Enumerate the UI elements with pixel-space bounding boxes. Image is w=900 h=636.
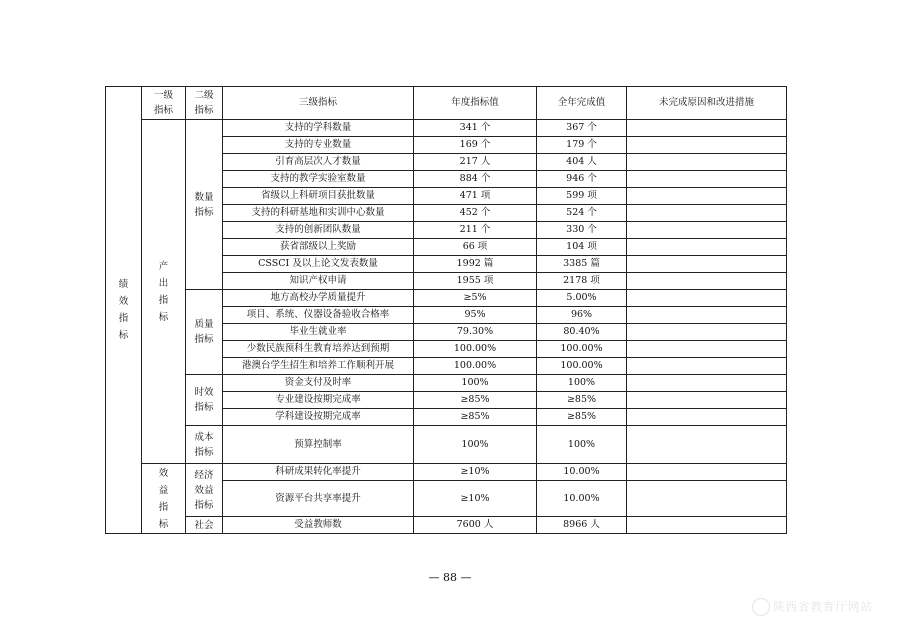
table-row-name: 科研成果转化率提升	[223, 464, 414, 481]
table-row-note	[627, 137, 787, 154]
table-row-target: 100.00%	[414, 358, 537, 375]
table-row-target: 169 个	[414, 137, 537, 154]
table-row-target: 66 项	[414, 239, 537, 256]
group-benefit-label: 效益指标	[158, 467, 169, 530]
table-row-name: 受益教师数	[223, 517, 414, 534]
table-row-target: 471 项	[414, 188, 537, 205]
table-row-target: 217 人	[414, 154, 537, 171]
table-row-actual: 10.00%	[537, 481, 627, 517]
root-label-cell	[106, 87, 142, 534]
header-third-level: 三级指标	[223, 87, 414, 120]
table-row-name: 学科建设按期完成率	[223, 409, 414, 426]
table-row-name: CSSCI 及以上论文发表数量	[223, 256, 414, 273]
table-row-name: 省级以上科研项目获批数量	[223, 188, 414, 205]
table-row-target: ≥85%	[414, 409, 537, 426]
table-row-target: 100%	[414, 426, 537, 464]
subgroup-cost-cell: 成本指标	[186, 426, 223, 464]
table-row-actual: 599 项	[537, 188, 627, 205]
table-row-note	[627, 307, 787, 324]
subgroup-timeliness-cell: 时效指标	[186, 375, 223, 426]
table-row-target: 452 个	[414, 205, 537, 222]
table-row-actual: ≥85%	[537, 409, 627, 426]
table-row-actual: 330 个	[537, 222, 627, 239]
table-row-note	[627, 409, 787, 426]
table-row-note	[627, 375, 787, 392]
header-reason-measures: 未完成原因和改进措施	[627, 87, 787, 120]
table-row-note	[627, 205, 787, 222]
table-row-name: 支持的教学实验室数量	[223, 171, 414, 188]
table-row-note	[627, 341, 787, 358]
table-row-note	[627, 222, 787, 239]
table-row-actual: ≥85%	[537, 392, 627, 409]
table-row-actual: 3385 篇	[537, 256, 627, 273]
table-row-actual: 10.00%	[537, 464, 627, 481]
table-row-actual: 100%	[537, 426, 627, 464]
watermark-text: 陕西省教育厅网站	[773, 599, 873, 614]
table-row-target: ≥85%	[414, 392, 537, 409]
watermark	[752, 598, 897, 620]
table-row-name: 项目、系统、仪器设备验收合格率	[223, 307, 414, 324]
table-row-note	[627, 517, 787, 534]
table-row-actual: 524 个	[537, 205, 627, 222]
table-row-actual: 8966 人	[537, 517, 627, 534]
table-row-name: 知识产权申请	[223, 273, 414, 290]
table-row-actual: 404 人	[537, 154, 627, 171]
table-row-actual: 367 个	[537, 120, 627, 137]
table-row-name: 港澳台学生招生和培养工作顺利开展	[223, 358, 414, 375]
table-row-note	[627, 290, 787, 307]
header-first-level: 一级指标	[142, 87, 186, 120]
table-row-note	[627, 464, 787, 481]
table-row-note	[627, 358, 787, 375]
table-row-note	[627, 120, 787, 137]
table-row-name: 获省部级以上奖励	[223, 239, 414, 256]
table-row-note	[627, 324, 787, 341]
table-row-actual: 179 个	[537, 137, 627, 154]
table-row-note	[627, 154, 787, 171]
table-row-target: 79.30%	[414, 324, 537, 341]
group-output-cell	[142, 120, 186, 464]
table-row-target: 100.00%	[414, 341, 537, 358]
subgroup-quality-cell: 质量指标	[186, 290, 223, 375]
page-number: — 88 —	[428, 571, 472, 584]
table-row-actual: 2178 项	[537, 273, 627, 290]
table-row-name: 预算控制率	[223, 426, 414, 464]
table-row-name: 地方高校办学质量提升	[223, 290, 414, 307]
table-row-target: 1992 篇	[414, 256, 537, 273]
table-row-target: ≥5%	[414, 290, 537, 307]
table-row-target: 341 个	[414, 120, 537, 137]
table-row-actual: 946 个	[537, 171, 627, 188]
root-label: 绩效指标	[118, 279, 129, 341]
table-row-name: 资金支付及时率	[223, 375, 414, 392]
table-row-note	[627, 392, 787, 409]
table-row-target: 1955 项	[414, 273, 537, 290]
header-annual-target: 年度指标值	[414, 87, 537, 120]
table-row-target: ≥10%	[414, 464, 537, 481]
table-row-note	[627, 256, 787, 273]
table-row-name: 引育高层次人才数量	[223, 154, 414, 171]
table-row-actual: 100.00%	[537, 341, 627, 358]
table-row-name: 毕业生就业率	[223, 324, 414, 341]
table-row-name: 支持的创新团队数量	[223, 222, 414, 239]
header-second-level: 二级指标	[186, 87, 223, 120]
table-row-actual: 100.00%	[537, 358, 627, 375]
table-row-name: 支持的专业数量	[223, 137, 414, 154]
table-row-name: 少数民族预科生教育培养达到预期	[223, 341, 414, 358]
table-row-name: 支持的学科数量	[223, 120, 414, 137]
table-row-target: 95%	[414, 307, 537, 324]
table-row-actual: 100%	[537, 375, 627, 392]
table-row-name: 支持的科研基地和实训中心数量	[223, 205, 414, 222]
header-annual-actual: 全年完成值	[537, 87, 627, 120]
table-row-actual: 5.00%	[537, 290, 627, 307]
table-row-target: 100%	[414, 375, 537, 392]
subgroup-social-cell: 社会	[186, 517, 223, 534]
table-row-target: 211 个	[414, 222, 537, 239]
table-row-note	[627, 171, 787, 188]
subgroup-economic-cell: 经济效益指标	[186, 464, 223, 517]
table-row-actual: 80.40%	[537, 324, 627, 341]
table-row-actual: 104 项	[537, 239, 627, 256]
table-row-note	[627, 273, 787, 290]
table-row-actual: 96%	[537, 307, 627, 324]
group-output-label: 产出指标	[158, 260, 169, 323]
watermark-logo-icon	[752, 598, 770, 616]
table-row-name: 资源平台共享率提升	[223, 481, 414, 517]
performance-indicator-table	[105, 86, 786, 542]
table-row-target: ≥10%	[414, 481, 537, 517]
table-row-note	[627, 481, 787, 517]
table-row-target: 884 个	[414, 171, 537, 188]
table-row-target: 7600 人	[414, 517, 537, 534]
table-row-note	[627, 188, 787, 205]
table-row-note	[627, 239, 787, 256]
group-benefit-cell	[142, 464, 186, 534]
table-row-note	[627, 426, 787, 464]
subgroup-quantity-cell: 数量指标	[186, 120, 223, 290]
table-row-name: 专业建设按期完成率	[223, 392, 414, 409]
